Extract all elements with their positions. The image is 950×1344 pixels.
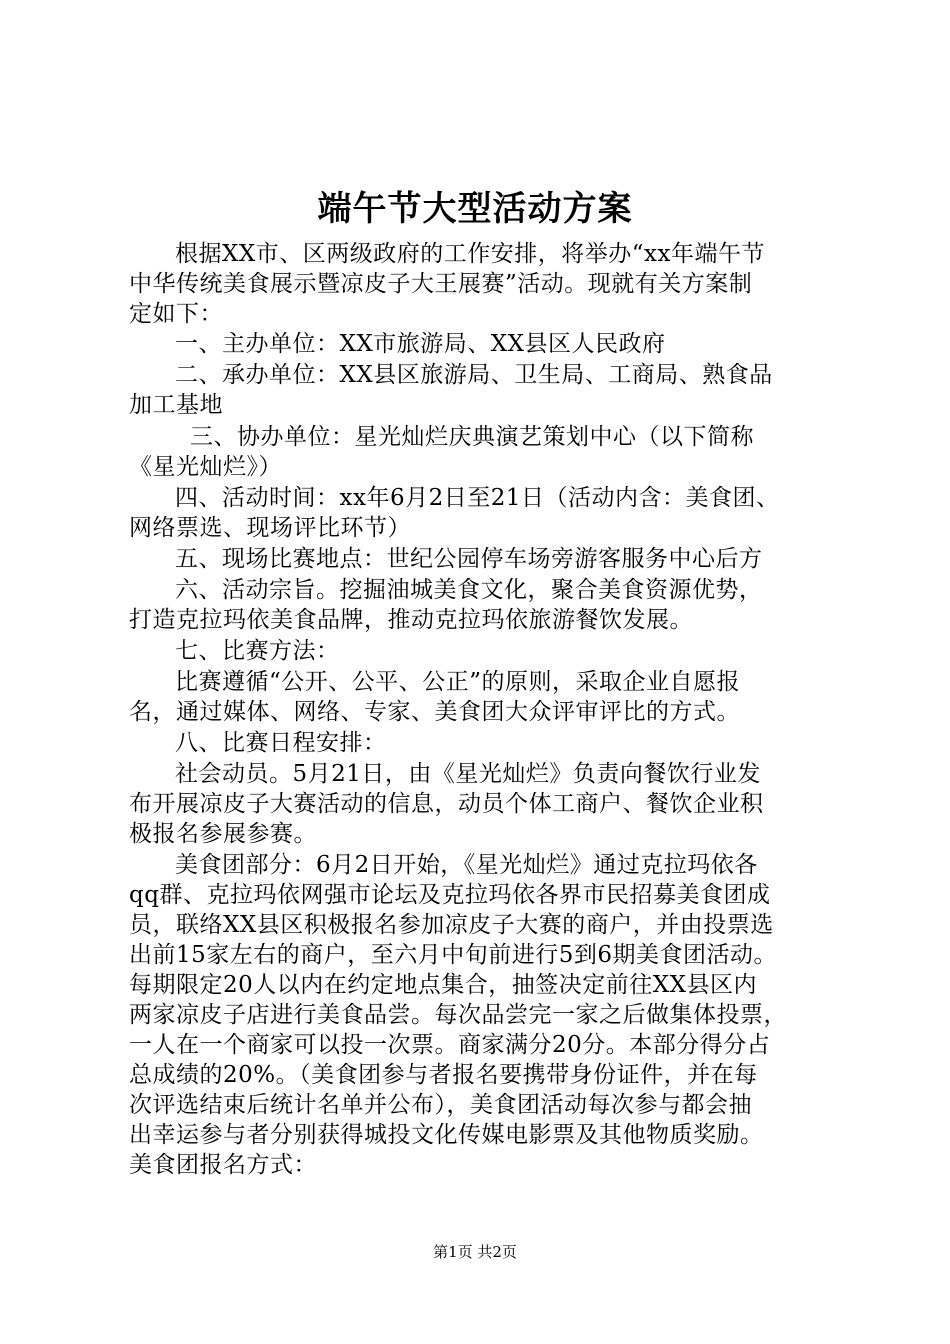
paragraph-line: 一、主办单位：XX市旅游局、XX县区人民政府: [175, 331, 666, 357]
paragraph-line: 极报名参展参赛。: [129, 821, 317, 847]
paragraph-line: 加工基地: [129, 392, 223, 418]
document-title: 端午节大型活动方案: [317, 189, 633, 229]
paragraph-line: 六、活动宗旨。挖掘油城美食文化，聚合美食资源优势，: [175, 577, 763, 603]
paragraph-line: 名，通过媒体、网络、专家、美食团大众评审评比的方式。: [129, 699, 740, 725]
paragraph-line: 每期限定20人以内在约定地点集合，抽签决定前往XX县区内: [129, 972, 758, 998]
page-footer: 第1页 共2页: [433, 1243, 517, 1261]
paragraph-line: 两家凉皮子店进行美食品尝。每次品尝完一家之后做集体投票，: [129, 1002, 787, 1028]
paragraph-line: 员，联络XX县区积极报名参加凉皮子大赛的商户，并由投票选: [129, 912, 774, 938]
paragraph-line: 五、现场比赛地点：世纪公园停车场旁游客服务中心后方: [175, 546, 763, 572]
paragraph-line: 定如下：: [129, 301, 223, 327]
paragraph-line: 次评选结束后统计名单并公布），美食团活动每次参与都会抽: [129, 1092, 752, 1118]
paragraph-line: 七、比赛方法：: [175, 638, 340, 664]
paragraph-line: 一人在一个商家可以投一次票。商家满分20分。本部分得分占: [129, 1032, 771, 1058]
paragraph-line: 网络票选、现场评比环节）: [129, 515, 411, 541]
paragraph-line: 打造克拉玛依美食品牌，推动克拉玛依旅游餐饮发展。: [129, 607, 693, 633]
paragraph-line: 出前15家左右的商户，至六月中旬前进行5到6期美食团活动。: [129, 942, 778, 968]
paragraph-line: 比赛遵循“公开、公平、公正”的原则，采取企业自愿报: [175, 669, 741, 695]
paragraph-line: 布开展凉皮子大赛活动的信息，动员个体工商户、餐饮企业积: [129, 791, 764, 817]
paragraph-line: 三、协办单位：星光灿烂庆典演艺策划中心（以下简称: [190, 424, 754, 450]
paragraph-line: qq群、克拉玛依网强市论坛及克拉玛依各界市民招募美食团成: [129, 882, 771, 908]
paragraph-line: 美食团报名方式：: [129, 1152, 317, 1178]
paragraph-line: 《星光灿烂》）: [129, 454, 282, 480]
paragraph-line: 中华传统美食展示暨凉皮子大王展赛”活动。现就有关方案制: [129, 271, 753, 297]
paragraph-line: 社会动员。5月21日，由《星光灿烂》负责向餐饮行业发: [175, 761, 761, 787]
paragraph-line: 二、承办单位：XX县区旅游局、卫生局、工商局、熟食品: [175, 362, 773, 388]
paragraph-line: 出幸运参与者分别获得城投文化传媒电影票及其他物质奖励。: [129, 1122, 764, 1148]
paragraph-line: 总成绩的20%。（美食团参与者报名要携带身份证件，并在每: [129, 1062, 758, 1088]
paragraph-line: 美食团部分：6月2日开始，《星光灿烂》通过克拉玛依各: [175, 852, 758, 878]
paragraph-line: 根据XX市、区两级政府的工作安排，将举办“xx年端午节: [175, 241, 765, 267]
paragraph-line: 四、活动时间：xx年6月2日至21日（活动内含：美食团、: [175, 485, 780, 511]
paragraph-line: 八、比赛日程安排：: [175, 730, 387, 756]
